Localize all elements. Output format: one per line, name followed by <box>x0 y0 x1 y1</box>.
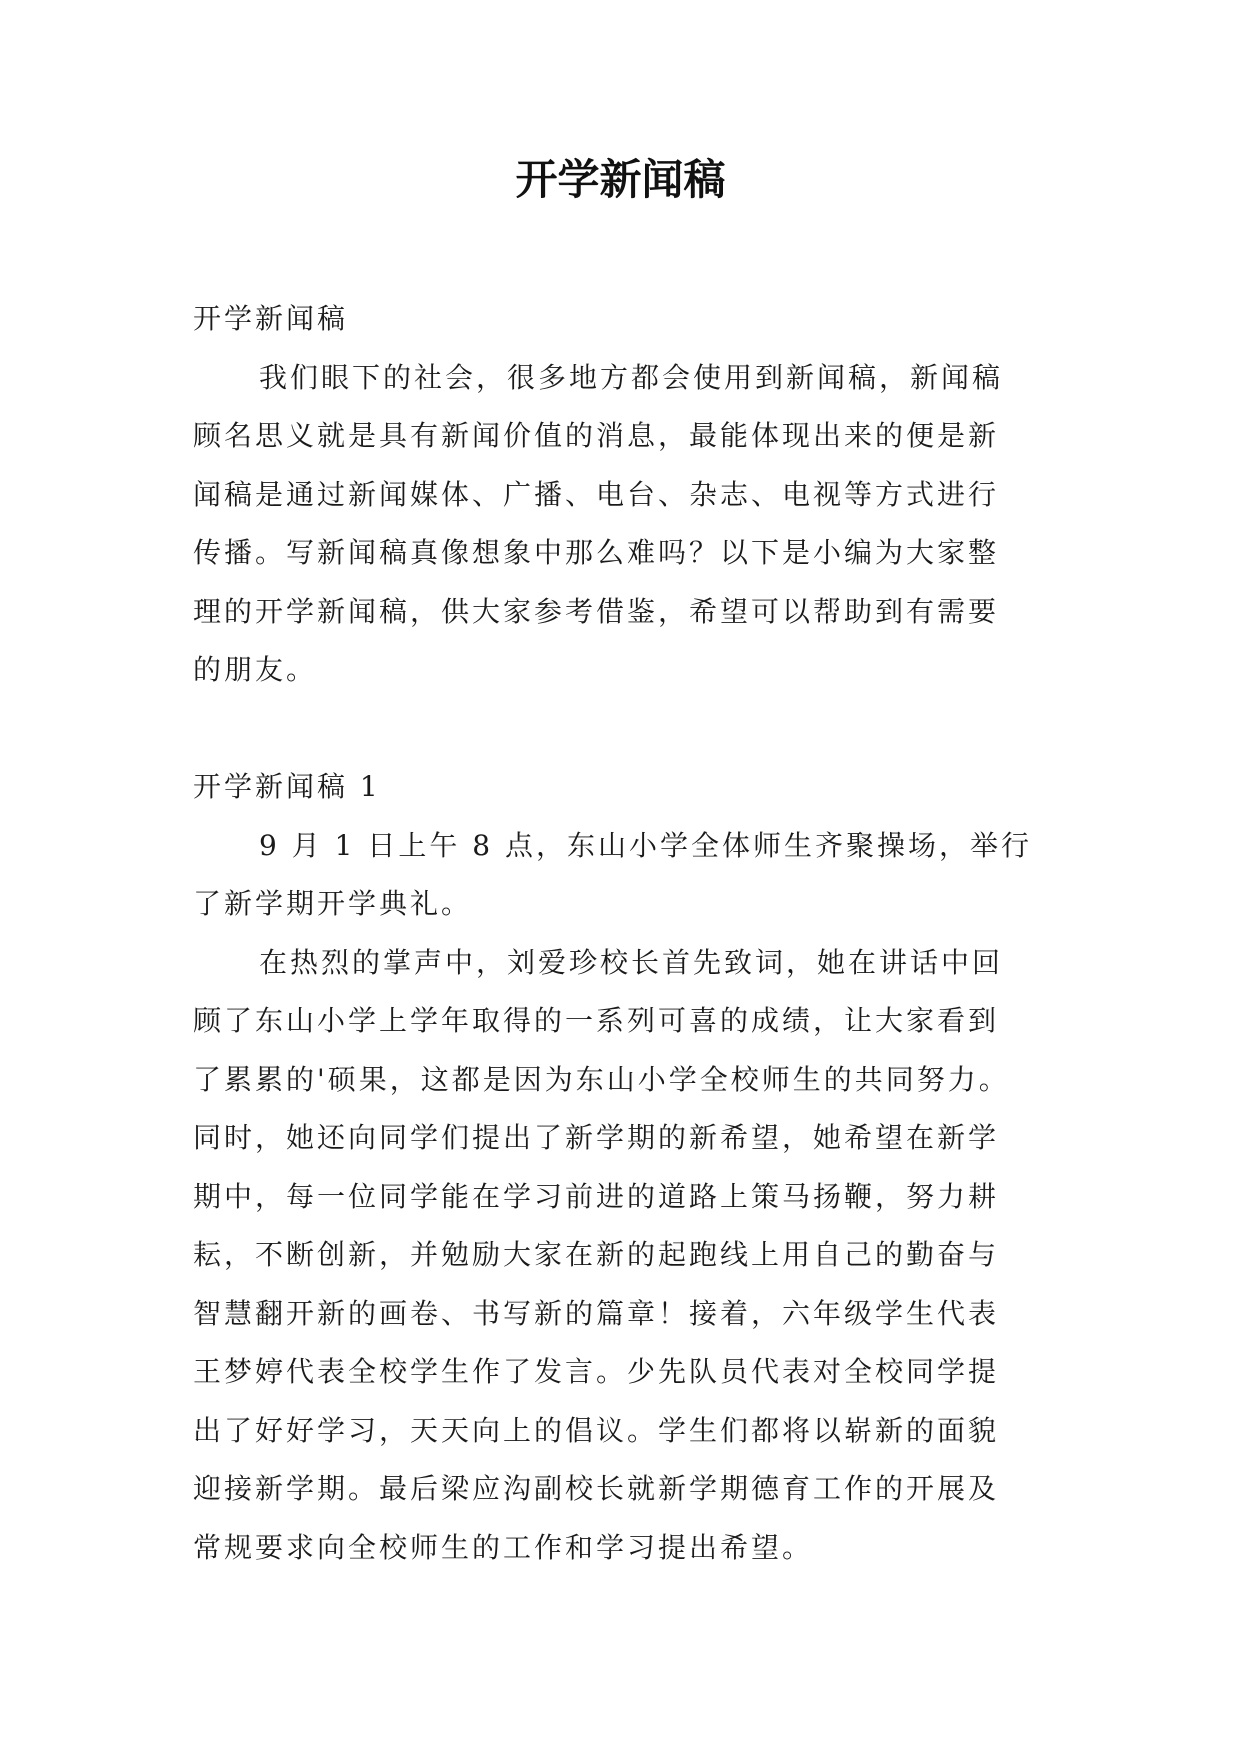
article1-line: 了累累的'硕果，这都是因为东山小学全校师生的共同努力。 <box>193 1062 1010 1096</box>
article1-line: 出了好好学习，天天向上的倡议。学生们都将以崭新的面貌 <box>193 1413 1000 1447</box>
intro-heading: 开学新闻稿 <box>193 302 349 335</box>
article1-line: 王梦婷代表全校学生作了发言。少先队员代表对全校同学提 <box>193 1355 1000 1388</box>
article1-line: 同时，她还向同学们提出了新学期的新希望，她希望在新学 <box>193 1121 1000 1154</box>
article1-line: 了新学期开学典礼。 <box>193 887 473 920</box>
intro-line: 顾名思义就是具有新闻价值的消息，最能体现出来的便是新 <box>193 419 1000 452</box>
intro-line: 我们眼下的社会，很多地方都会使用到新闻稿，新闻稿 <box>259 360 1004 394</box>
article1-line: 常规要求向全校师生的工作和学习提出希望。 <box>193 1530 814 1564</box>
section-spacer <box>193 700 1073 759</box>
article1-line: 顾了东山小学上学年取得的一系列可喜的成绩，让大家看到 <box>193 1004 1000 1037</box>
article1-paragraph-1 <box>193 817 1073 934</box>
intro-paragraph <box>193 349 1073 700</box>
document-title: 开学新闻稿 <box>515 155 726 204</box>
document-body <box>193 290 1073 1577</box>
article1-line: 9 月 1 日上午 8 点，东山小学全体师生齐聚操场，举行 <box>259 828 1032 862</box>
article1-line: 耘，不断创新，并勉励大家在新的起跑线上用自己的勤奋与 <box>193 1238 1000 1271</box>
article1-line: 期中，每一位同学能在学习前进的道路上策马扬鞭，努力耕 <box>193 1179 1000 1213</box>
article1-paragraph-2 <box>193 934 1073 1578</box>
article1-line: 迎接新学期。最后梁应沟副校长就新学期德育工作的开展及 <box>193 1472 1000 1505</box>
intro-line: 传播。写新闻稿真像想象中那么难吗？以下是小编为大家整 <box>193 536 1000 569</box>
article1-heading: 开学新闻稿 1 <box>193 770 381 803</box>
intro-line: 的朋友。 <box>193 653 318 686</box>
article1-line: 在热烈的掌声中，刘爱珍校长首先致词，她在讲话中回 <box>259 945 1004 979</box>
intro-line: 理的开学新闻稿，供大家参考借鉴，希望可以帮助到有需要 <box>193 594 1000 628</box>
article1-line: 智慧翻开新的画卷、书写新的篇章！接着，六年级学生代表 <box>193 1296 1000 1330</box>
intro-line: 闻稿是通过新闻媒体、广播、电台、杂志、电视等方式进行 <box>193 477 1000 511</box>
